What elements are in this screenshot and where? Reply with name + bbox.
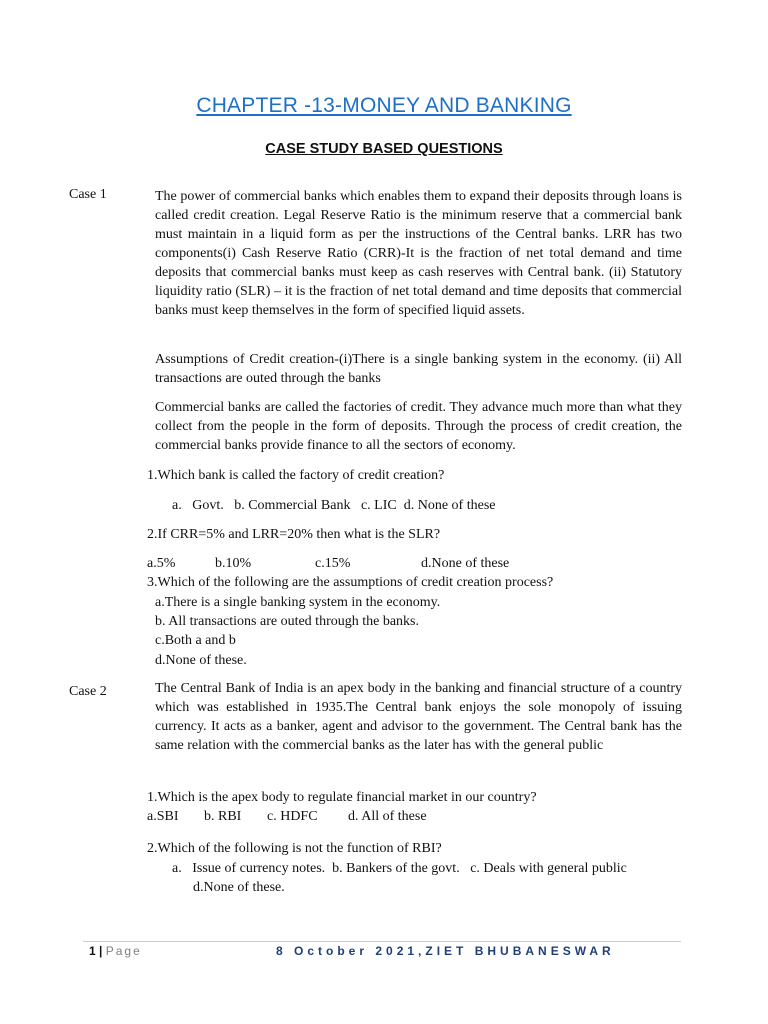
- page-subtitle: CASE STUDY BASED QUESTIONS: [265, 141, 503, 157]
- case1-question-1: 1.Which bank is called the factory of credit creation?: [147, 468, 445, 483]
- case1-paragraph-3: Commercial banks are called the factories of credit. They advance much more than what they collect from the people in the form of deposits. Through the process of credit creation, the commercial banks provide finance to all the sectors of economy.: [155, 400, 682, 453]
- footer-page-number: 1: [89, 944, 96, 958]
- footer-page-label: Page: [105, 944, 142, 958]
- footer-rule: [83, 941, 681, 942]
- case2-label: Case 2: [69, 684, 107, 699]
- footer-separator: |: [99, 944, 103, 958]
- case2-question-1: 1.Which is the apex body to regulate financial market in our country?: [147, 790, 537, 805]
- page-title: CHAPTER -13-MONEY AND BANKING: [196, 94, 572, 117]
- case1-q3-option-c: c.Both a and b: [155, 633, 236, 648]
- case1-paragraph-2: Assumptions of Credit creation-(i)There is a single banking system in the economy. (ii) All transactions are outed through the banks: [155, 352, 682, 386]
- case2-q2-options-line-1: a. Issue of currency notes. b. Bankers of the govt. c. Deals with general public: [172, 861, 627, 876]
- case1-q2-option-c: c.15%: [315, 556, 351, 571]
- case2-q2-options-line-2: d.None of these.: [193, 880, 285, 895]
- case1-label: Case 1: [69, 187, 107, 202]
- case2-question-2: 2.Which of the following is not the function of RBI?: [147, 841, 442, 856]
- case1-question-2: 2.If CRR=5% and LRR=20% then what is the SLR?: [147, 527, 441, 542]
- case1-paragraph-1: The power of commercial banks which enables them to expand their deposits through loans is called credit creation. Legal Reserve Ratio is the minimum reserve that a commercial bank must maintain in a liquid form as per the instructions of the Central banks. LRR has two components(i) Cash Reserve Ratio (CRR)-It is the fraction of net total demand and time deposits that commercial banks must keep as cash reserves with Central bank. (ii) Statutory liquidity ratio (SLR) – it is the fraction of net total demand and time deposits that commercial banks must keep themselves in the form of specified liquid assets.: [155, 189, 682, 318]
- case2-q1-option-a: a.SBI: [147, 809, 179, 824]
- case2-q1-option-d: d. All of these: [348, 809, 427, 824]
- case1-question-1-options: a. Govt. b. Commercial Bank c. LIC d. None of these: [172, 498, 496, 513]
- footer-page-indicator: [89, 944, 142, 958]
- case1-q3-option-d: d.None of these.: [155, 653, 247, 668]
- case1-q3-option-b: b. All transactions are outed through the banks.: [155, 614, 419, 629]
- case1-q3-option-a: a.There is a single banking system in the economy.: [155, 595, 441, 610]
- case1-q2-option-b: b.10%: [215, 556, 252, 571]
- case1-q2-option-d: d.None of these: [421, 556, 510, 571]
- case2-q1-option-b: b. RBI: [204, 809, 242, 824]
- case2-paragraph-1: The Central Bank of India is an apex body in the banking and financial structure of a country which was established in 1935.The Central bank enjoys the sole monopoly of issuing currency. It acts as a banker, agent and advisor to the government. The Central bank has the same relation with the commercial banks as the later has with the general public: [155, 681, 682, 753]
- case1-q2-option-a: a.5%: [147, 556, 176, 571]
- case2-q1-option-c: c. HDFC: [267, 809, 318, 824]
- case1-question-3: 3.Which of the following are the assumptions of credit creation process?: [147, 575, 554, 590]
- footer-date: 8 October 2021,ZIET BHUBANESWAR: [276, 944, 615, 958]
